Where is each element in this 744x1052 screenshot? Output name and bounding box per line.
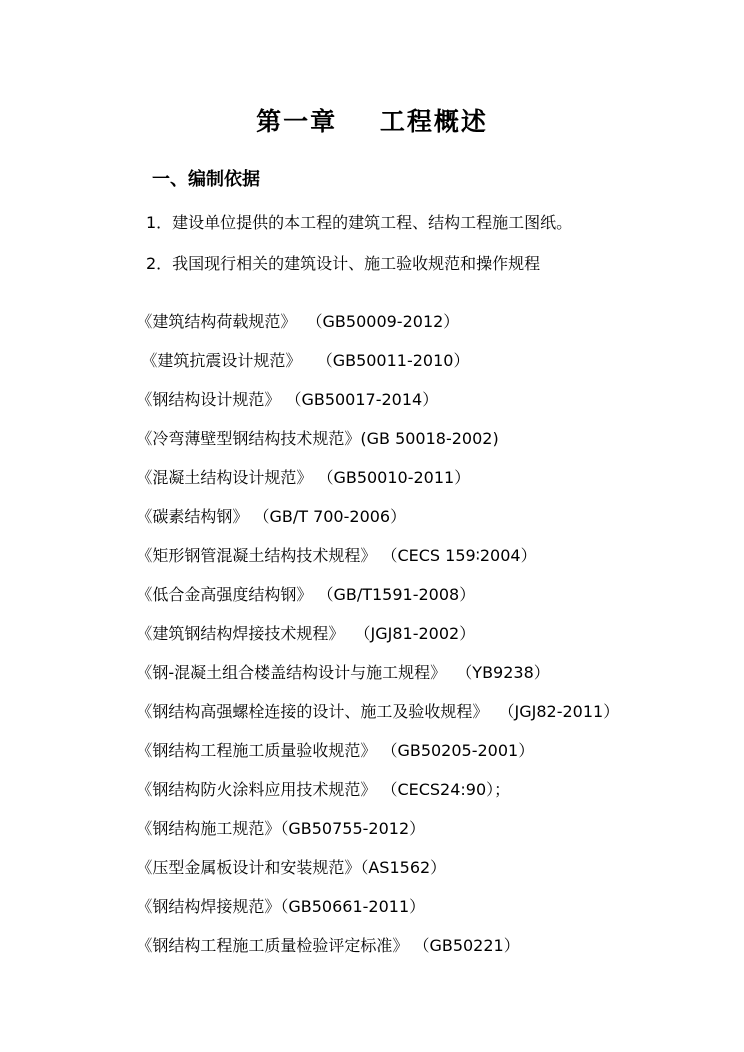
standard-name: 《建筑钢结构焊接技术规程》 (136, 624, 345, 643)
standard-name: 《钢结构焊接规范》 (136, 897, 281, 916)
basis-item: 1．建设单位提供的本工程的建筑工程、结构工程施工图纸。 (146, 213, 573, 232)
standard-code: （GB/T1591-2008） (312, 585, 476, 604)
standard-name: 《钢结构高强螺栓连接的设计、施工及验收规程》 (136, 702, 489, 721)
standard-name: 《混凝土结构设计规范》 (136, 468, 313, 487)
standard-code: （CECS 159∶2004） (376, 546, 537, 565)
standard-code: （GB50009-2012） (296, 312, 460, 331)
standard-code: (GB 50018-2002) (360, 429, 499, 448)
standard-code: （GB/T 700-2006） (248, 507, 407, 526)
standard-name: 《压型金属板设计和安装规范》 (136, 858, 361, 877)
standard-code: （GB50661-2011） (280, 897, 426, 916)
standard-code: （GB50205-2001） (376, 741, 535, 760)
standard-name: 《低合金高强度结构钢》 (136, 585, 313, 604)
standard-name: 《钢-混凝土组合楼盖结构设计与施工规程》 (136, 663, 447, 682)
standard-code: （JGJ81-2002） (344, 624, 476, 643)
standard-code: （CECS24:90）； (376, 780, 511, 799)
standard-code: （JGJ82-2011） (488, 702, 620, 721)
standard-item (116, 914, 520, 975)
standard-code: （AS1562） (360, 858, 447, 877)
standard-code: （GB50011-2010） (301, 351, 470, 370)
standard-name: 《建筑抗震设计规范》 (136, 351, 302, 370)
standard-name: 《钢结构施工规范》 (136, 819, 281, 838)
standard-name: 《建筑结构荷载规范》 (136, 312, 297, 331)
standard-code: （GB50017-2014） (280, 390, 439, 409)
section-heading: 一、编制依据 (152, 169, 260, 190)
standard-code: （GB50755-2012） (280, 819, 426, 838)
standard-name: 《钢结构防火涂料应用技术规范》 (136, 780, 377, 799)
chapter-title: 第一章 工程概述 (256, 107, 488, 136)
standard-code: （GB50010-2011） (312, 468, 471, 487)
standard-code: （YB9238） (446, 663, 550, 682)
standard-name: 《钢结构设计规范》 (136, 390, 281, 409)
standard-name: 《碳素结构钢》 (136, 507, 249, 526)
standard-name: 《钢结构工程施工质量检验评定标准》 (136, 936, 409, 955)
standard-code: （GB50221） (408, 936, 520, 955)
standard-name: 《矩形钢管混凝土结构技术规程》 (136, 546, 377, 565)
standard-name: 《冷弯薄壁型钢结构技术规范》 (136, 429, 361, 448)
basis-item: 2．我国现行相关的建筑设计、施工验收规范和操作规程 (146, 254, 541, 273)
standard-name: 《钢结构工程施工质量验收规范》 (136, 741, 377, 760)
